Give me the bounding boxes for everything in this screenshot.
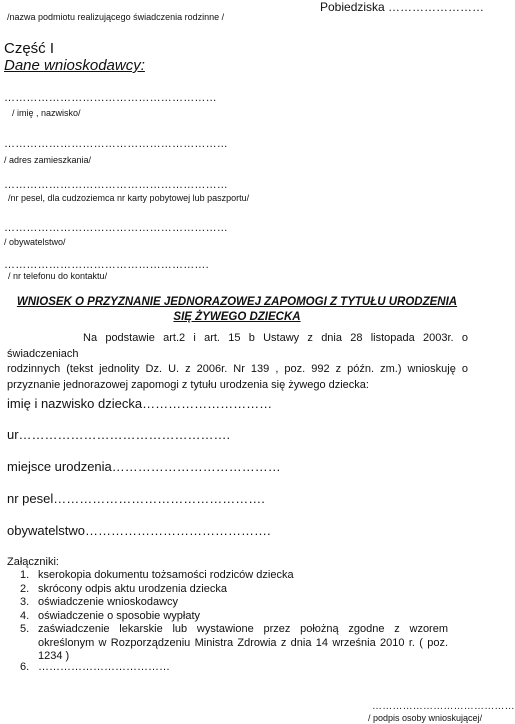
- document-title-line-2: SIĘ ŻYWEGO DZIECKA: [173, 311, 301, 323]
- child-citizenship-field: obywatelstwo…………………………………….: [7, 523, 271, 538]
- name-dots: …………………………………………………: [4, 92, 217, 104]
- signature-dots: ……………………………………: [372, 701, 515, 712]
- legal-basis-line-2: rodzinnych (tekst jednolity Dz. U. z 2006r. Nr 139 , poz. 992 z późn. zm.) wnioskuję o: [7, 363, 468, 375]
- place-date-field: Pobiedziska ……………………: [320, 0, 485, 14]
- signature-label: / podpis osoby wnioskującej/: [368, 713, 483, 723]
- attachments-heading: Załączniki:: [7, 556, 59, 568]
- legal-basis-line-3: przyznanie jednorazowej zapomogi z tytułu urodzenia się żywego dziecka:: [7, 378, 369, 391]
- document-title: [6, 295, 468, 325]
- attachments-list: 1. kserokopia dokumentu tożsamości rodziców dziecka 2. skrócony odpis aktu urodzenia dziecka 3. oświadczenie wnioskodawcy 4. oświadczenie o sposobie wypłaty 5. zaświadczenie lekarskie lub wystawione przez położną zgodne z wzorem określonym w Rozporządzeniu Ministra Zdrowia z dnia 14 września 2010 r. ( poz. 1234 ) 6. ………………………………: [20, 569, 448, 673]
- name-label: / imię , nazwisko/: [12, 108, 81, 118]
- pesel-dots: ……………………………………………………: [4, 179, 228, 191]
- citizenship-label: / obywatelstwo/: [4, 237, 66, 247]
- child-pesel-field: nr pesel………………………………………….: [7, 491, 265, 506]
- legal-basis-paragraph: [7, 331, 468, 393]
- pesel-label: /nr pesel, dla cudzoziemca nr karty pobytowej lub paszportu/: [8, 193, 250, 203]
- part-subtitle: Dane wnioskodawcy:: [4, 57, 145, 74]
- address-dots: ……………………………………………………: [4, 138, 228, 150]
- applicant-institution-label: /nazwa podmiotu realizującego świadczenia rodzinne /: [7, 12, 225, 22]
- part-title: Część I: [4, 40, 55, 57]
- phone-dots: ……………………………………………….: [4, 259, 209, 271]
- citizenship-dots: ……………………………………………………: [4, 222, 228, 234]
- document-title-line-1: WNIOSEK O PRZYZNANIE JEDNORAZOWEJ ZAPOMOGI Z TYTUŁU URODZENIA: [16, 296, 458, 308]
- phone-label: / nr telefonu do kontaktu/: [8, 271, 108, 281]
- address-label: / adres zamieszkania/: [4, 155, 92, 165]
- legal-basis-line-1: Na podstawie art.2 i art. 15 b Ustawy z dnia 28 listopada 2003r. o świadczeniach: [7, 332, 468, 360]
- child-birthplace-field: miejsce urodzenia…………………………………: [7, 459, 281, 474]
- child-birthdate-field: ur………………………………………….: [7, 427, 231, 442]
- child-name-field: imię i nazwisko dziecka…………………………: [7, 396, 273, 411]
